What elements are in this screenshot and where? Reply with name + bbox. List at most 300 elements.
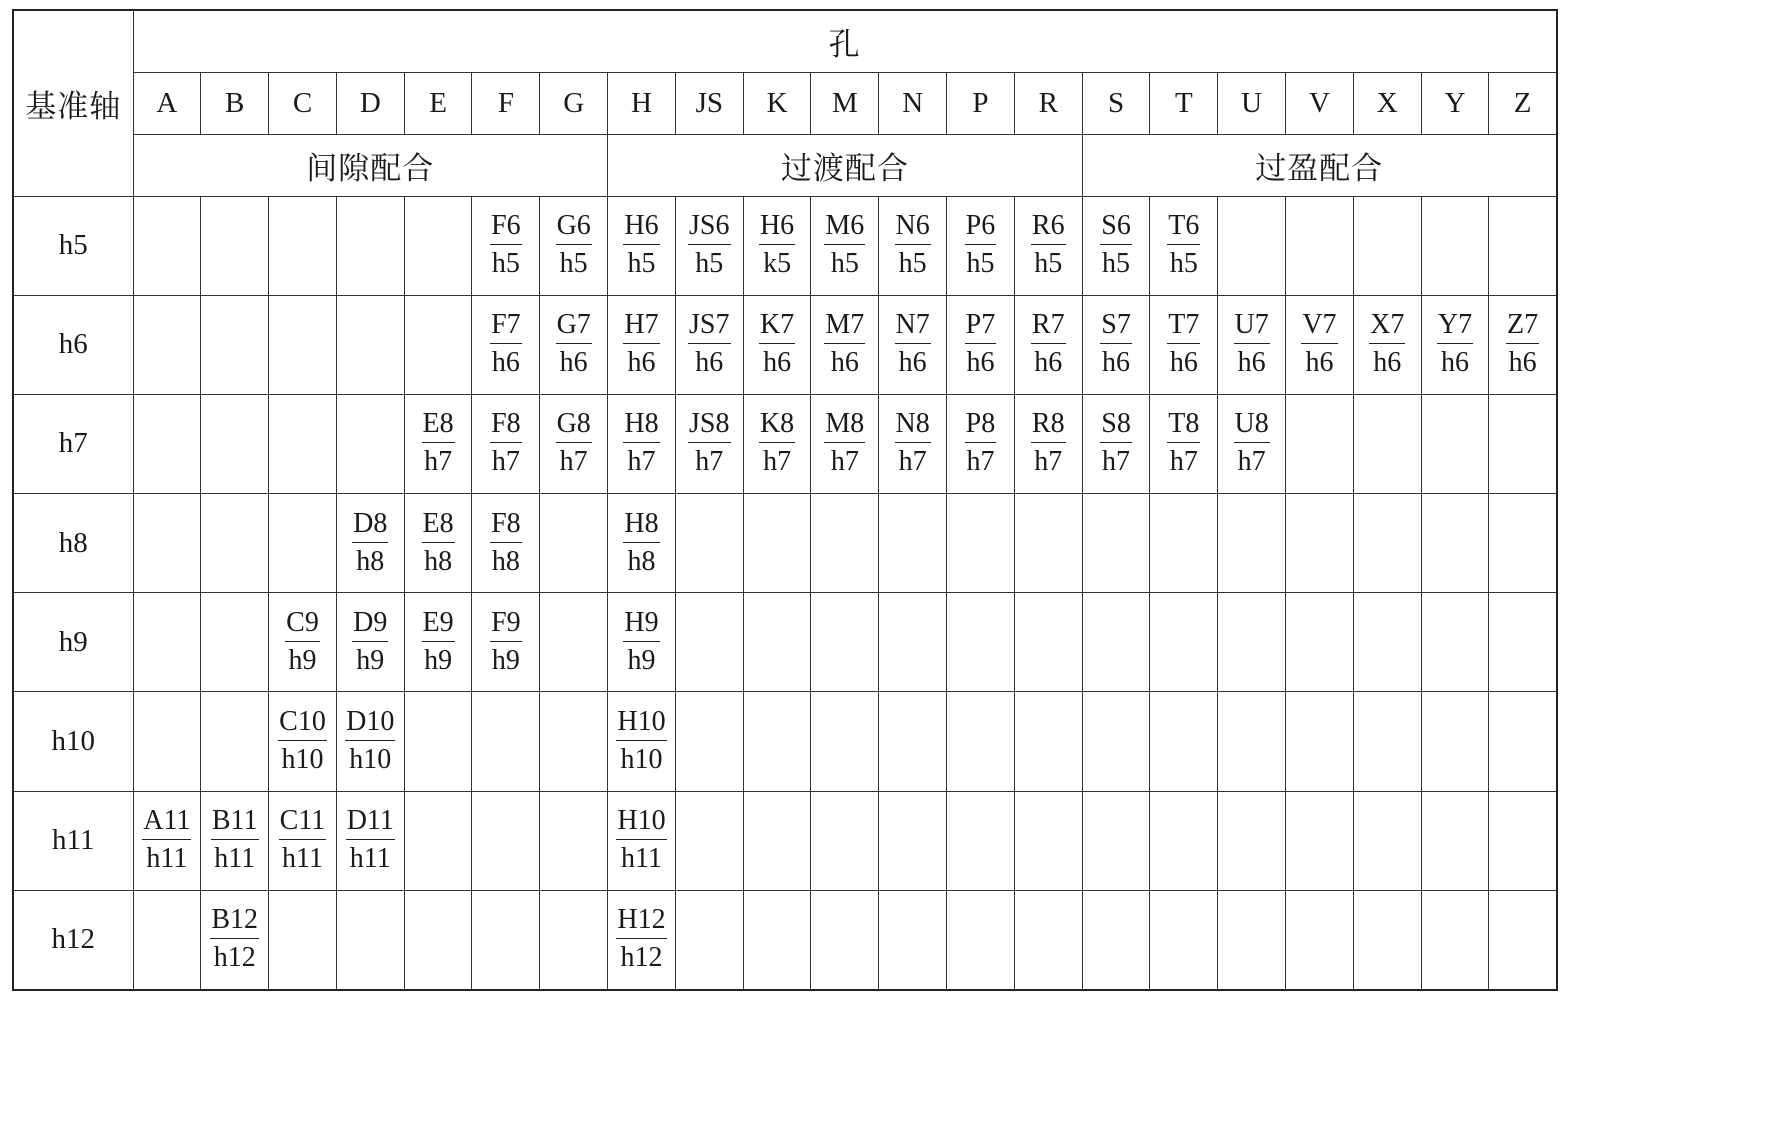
hole-tolerance: Y7 — [1437, 307, 1473, 344]
shaft-tolerance: h10 — [349, 744, 392, 776]
fit-cell — [811, 295, 879, 394]
fit-cell — [675, 394, 743, 493]
shaft-tolerance: h7 — [695, 446, 724, 478]
hole-tolerance: M7 — [824, 307, 865, 344]
fit-fraction — [1167, 307, 1200, 382]
fit-cell — [1150, 593, 1218, 692]
shaft-tolerance: h6 — [830, 347, 859, 379]
fit-cell — [879, 791, 947, 890]
shaft-tolerance: h12 — [213, 942, 256, 974]
fit-fraction — [556, 406, 592, 481]
fit-cell — [1014, 692, 1082, 791]
fit-cell — [269, 692, 337, 791]
shaft-tolerance: h6 — [1169, 347, 1198, 379]
hole-tolerance: D9 — [352, 605, 388, 642]
fit-cell — [336, 196, 404, 295]
fit-cell — [269, 890, 337, 989]
hole-column-header: Y — [1421, 72, 1489, 134]
hole-column-header: T — [1150, 72, 1218, 134]
fit-cell — [1150, 394, 1218, 493]
fit-fraction — [895, 307, 931, 382]
shaft-tolerance: h8 — [424, 545, 453, 577]
fit-cell — [743, 196, 811, 295]
fit-group-header: 过盈配合 — [1082, 134, 1557, 196]
fit-cell — [133, 692, 201, 791]
shaft-tolerance: h9 — [288, 644, 317, 676]
fit-cell — [1082, 394, 1150, 493]
shaft-tolerance-label: h11 — [13, 791, 133, 890]
fit-cell — [404, 791, 472, 890]
fit-cell — [1218, 890, 1286, 989]
table-row — [13, 890, 1557, 989]
fit-cell — [133, 196, 201, 295]
fit-cell — [472, 791, 540, 890]
hole-tolerance: H9 — [623, 605, 659, 642]
fit-cell — [201, 791, 269, 890]
fit-fraction — [352, 506, 388, 581]
fit-fraction — [279, 803, 327, 878]
hole-tolerance: T6 — [1167, 208, 1200, 245]
hole-tolerance: N6 — [895, 208, 931, 245]
fit-cell — [540, 692, 608, 791]
hole-tolerance: P8 — [965, 406, 997, 443]
fit-cell — [608, 692, 676, 791]
fit-fraction — [1167, 406, 1200, 481]
fit-cell — [201, 196, 269, 295]
fit-cell — [743, 394, 811, 493]
fit-cell — [1082, 890, 1150, 989]
hole-tolerance: S7 — [1100, 307, 1132, 344]
shaft-tolerance-label: h12 — [13, 890, 133, 989]
hole-tolerance: JS6 — [688, 208, 730, 245]
hole-tolerance: H6 — [759, 208, 795, 245]
table-row — [13, 394, 1557, 493]
fit-cell — [608, 593, 676, 692]
hole-tolerance: N8 — [895, 406, 931, 443]
fit-fraction — [490, 605, 522, 680]
hole-column-header: D — [336, 72, 404, 134]
fit-cell — [201, 295, 269, 394]
hole-tolerance: T8 — [1167, 406, 1200, 443]
fit-fraction — [623, 605, 659, 680]
fit-fraction — [490, 506, 522, 581]
fit-cell — [201, 494, 269, 593]
hole-column-header: V — [1286, 72, 1354, 134]
fit-cell — [879, 295, 947, 394]
fit-cell — [743, 295, 811, 394]
fit-cell — [1421, 196, 1489, 295]
shaft-tolerance: h6 — [1237, 347, 1266, 379]
fit-fraction — [623, 307, 659, 382]
hole-tolerance: C9 — [285, 605, 320, 642]
shaft-tolerance: h11 — [349, 843, 391, 875]
hole-column-header: E — [404, 72, 472, 134]
fit-cell — [540, 394, 608, 493]
hole-tolerance: P6 — [965, 208, 997, 245]
shaft-tolerance: h11 — [620, 843, 662, 875]
fit-cell — [811, 394, 879, 493]
fit-cell — [675, 295, 743, 394]
fit-cell — [1218, 692, 1286, 791]
hole-tolerance: R7 — [1031, 307, 1066, 344]
fit-cell — [608, 494, 676, 593]
fit-cell — [1014, 494, 1082, 593]
hole-tolerance: T7 — [1167, 307, 1200, 344]
hole-tolerance: H12 — [616, 902, 666, 939]
fit-cell — [201, 692, 269, 791]
fit-cell — [675, 791, 743, 890]
fit-cell — [811, 791, 879, 890]
table-row — [13, 791, 1557, 890]
fit-cell — [675, 890, 743, 989]
fit-cell — [540, 593, 608, 692]
fit-cell — [472, 295, 540, 394]
fit-cell — [269, 295, 337, 394]
hole-tolerance: F9 — [490, 605, 522, 642]
fit-cell — [1082, 295, 1150, 394]
fit-fraction — [210, 902, 259, 977]
fit-fraction — [1031, 406, 1066, 481]
fit-fraction — [345, 704, 395, 779]
fit-cell — [947, 394, 1015, 493]
fit-cell — [1489, 494, 1557, 593]
shaft-tolerance: h7 — [627, 446, 656, 478]
fit-fraction — [895, 406, 931, 481]
fit-group-header: 过渡配合 — [608, 134, 1083, 196]
fit-fraction — [1100, 208, 1132, 283]
shaft-tolerance: h5 — [1034, 248, 1063, 280]
hole-column-header: JS — [675, 72, 743, 134]
fit-cell — [1082, 692, 1150, 791]
fit-fraction — [616, 803, 666, 878]
fit-cell — [1218, 791, 1286, 890]
fit-fraction — [1100, 406, 1132, 481]
hole-tolerance: M8 — [824, 406, 865, 443]
fit-cell — [133, 295, 201, 394]
hole-tolerance: K7 — [759, 307, 795, 344]
fit-fraction — [1234, 307, 1270, 382]
fit-fraction — [1031, 208, 1066, 283]
fit-cell — [608, 394, 676, 493]
fit-cell — [675, 692, 743, 791]
fit-fraction — [1437, 307, 1473, 382]
hole-column-header: S — [1082, 72, 1150, 134]
fit-cell — [1353, 295, 1421, 394]
hole-tolerance: D11 — [346, 803, 395, 840]
shaft-tolerance: h6 — [966, 347, 995, 379]
fit-cell — [1082, 791, 1150, 890]
fit-fraction — [142, 803, 191, 878]
fit-cell — [1421, 890, 1489, 989]
fit-cell — [947, 890, 1015, 989]
fit-cell — [404, 890, 472, 989]
fit-cell — [201, 593, 269, 692]
fit-cell — [472, 494, 540, 593]
shaft-tolerance-label: h5 — [13, 196, 133, 295]
corner-header-base-shaft: 基准轴 — [13, 10, 133, 196]
fit-fraction — [285, 605, 320, 680]
fit-fraction — [759, 307, 795, 382]
fit-fraction — [824, 406, 865, 481]
fit-cell — [1014, 593, 1082, 692]
hole-tolerance: S8 — [1100, 406, 1132, 443]
fit-cell — [269, 394, 337, 493]
hole-tolerance: F7 — [490, 307, 522, 344]
fit-cell — [1353, 791, 1421, 890]
shaft-tolerance: h7 — [559, 446, 588, 478]
fit-fraction — [688, 208, 730, 283]
shaft-tolerance: h5 — [830, 248, 859, 280]
fit-fraction — [422, 406, 455, 481]
hole-column-header: F — [472, 72, 540, 134]
fit-cell — [879, 196, 947, 295]
fit-cell — [1082, 494, 1150, 593]
fit-cell — [336, 295, 404, 394]
hole-tolerance: X7 — [1369, 307, 1405, 344]
hole-tolerance: H8 — [623, 406, 659, 443]
hole-tolerance: B11 — [211, 803, 259, 840]
hole-tolerance: H10 — [616, 704, 666, 741]
hole-column-header: H — [608, 72, 676, 134]
fit-cell — [1218, 394, 1286, 493]
fit-cell — [1489, 394, 1557, 493]
hole-tolerance: M6 — [824, 208, 865, 245]
shaft-tolerance: h5 — [966, 248, 995, 280]
shaft-tolerance: h6 — [1508, 347, 1537, 379]
fit-cell — [133, 394, 201, 493]
fit-cell — [133, 890, 201, 989]
hole-tolerance: A11 — [142, 803, 191, 840]
fit-cell — [336, 890, 404, 989]
fit-fraction — [352, 605, 388, 680]
fit-cell — [1489, 692, 1557, 791]
fit-fraction — [1167, 208, 1200, 283]
fit-cell — [1421, 494, 1489, 593]
hole-tolerance: V7 — [1301, 307, 1337, 344]
fit-cell — [269, 196, 337, 295]
fit-fraction — [895, 208, 931, 283]
fit-cell — [1014, 791, 1082, 890]
hole-tolerance: K8 — [759, 406, 795, 443]
shaft-tolerance-label: h10 — [13, 692, 133, 791]
hole-tolerance: F6 — [490, 208, 522, 245]
fit-cell — [133, 494, 201, 593]
fit-cell — [540, 196, 608, 295]
fit-fraction — [623, 506, 659, 581]
fit-cell — [336, 791, 404, 890]
fit-fraction — [1301, 307, 1337, 382]
hole-tolerance: G8 — [556, 406, 592, 443]
hole-column-header: N — [879, 72, 947, 134]
fit-fraction — [422, 605, 455, 680]
hole-column-header: X — [1353, 72, 1421, 134]
fit-cell — [1353, 394, 1421, 493]
fit-cell — [1014, 394, 1082, 493]
fit-fraction — [623, 208, 659, 283]
hole-tolerance: D10 — [345, 704, 395, 741]
fit-cell — [879, 692, 947, 791]
shaft-tolerance: h7 — [1237, 446, 1266, 478]
hole-column-header: A — [133, 72, 201, 134]
hole-tolerance: S6 — [1100, 208, 1132, 245]
fit-cell — [743, 890, 811, 989]
fit-cell — [1082, 593, 1150, 692]
hole-tolerance: D8 — [352, 506, 388, 543]
fit-cell — [1286, 593, 1354, 692]
shaft-tolerance: h6 — [898, 347, 927, 379]
fit-cell — [336, 692, 404, 791]
shaft-tolerance: h6 — [491, 347, 520, 379]
fit-cell — [675, 593, 743, 692]
shaft-tolerance: h9 — [356, 644, 385, 676]
fit-cell — [404, 295, 472, 394]
fit-cell — [1218, 196, 1286, 295]
shaft-tolerance: h6 — [1034, 347, 1063, 379]
hole-column-header: K — [743, 72, 811, 134]
fit-cell — [1353, 593, 1421, 692]
fit-cell — [1150, 791, 1218, 890]
shaft-tolerance: h9 — [424, 644, 453, 676]
shaft-tolerance: h10 — [620, 744, 663, 776]
shaft-tolerance: h11 — [282, 843, 323, 875]
hole-tolerance: H6 — [623, 208, 659, 245]
fit-cell — [201, 394, 269, 493]
hole-tolerance: E9 — [422, 605, 455, 642]
fit-fraction — [965, 208, 997, 283]
fit-fraction — [211, 803, 259, 878]
fit-fraction — [824, 307, 865, 382]
shaft-tolerance: h7 — [1169, 446, 1198, 478]
shaft-tolerance: h8 — [491, 545, 520, 577]
shaft-tolerance: h5 — [1102, 248, 1131, 280]
hole-tolerance: F8 — [490, 506, 522, 543]
fit-fraction — [1031, 307, 1066, 382]
fit-fraction — [490, 307, 522, 382]
shaft-tolerance-label: h8 — [13, 494, 133, 593]
fit-cell — [133, 593, 201, 692]
fit-cell — [472, 196, 540, 295]
hole-tolerance: N7 — [895, 307, 931, 344]
fit-cell — [1014, 196, 1082, 295]
shaft-tolerance: h7 — [424, 446, 453, 478]
fit-cell — [201, 890, 269, 989]
table-row — [13, 593, 1557, 692]
shaft-tolerance: h7 — [1102, 446, 1131, 478]
fit-cell — [879, 593, 947, 692]
fit-fraction — [759, 406, 795, 481]
shaft-tolerance: h6 — [695, 347, 724, 379]
fit-cell — [540, 494, 608, 593]
fit-fraction — [616, 704, 666, 779]
fit-cell — [1082, 196, 1150, 295]
shaft-tolerance: h11 — [146, 843, 188, 875]
hole-tolerance: C10 — [278, 704, 327, 741]
fit-cell — [1353, 494, 1421, 593]
hole-tolerance: JS8 — [688, 406, 730, 443]
hole-tolerance: B12 — [210, 902, 259, 939]
fit-cell — [608, 196, 676, 295]
hole-column-header: P — [947, 72, 1015, 134]
shaft-tolerance: h7 — [491, 446, 520, 478]
fit-cell — [404, 494, 472, 593]
shaft-tolerance: h6 — [1373, 347, 1402, 379]
fit-cell — [336, 394, 404, 493]
hole-tolerance: U7 — [1234, 307, 1270, 344]
fit-cell — [404, 196, 472, 295]
hole-column-header: G — [540, 72, 608, 134]
hole-tolerance: H8 — [623, 506, 659, 543]
fit-cell — [1421, 394, 1489, 493]
fit-cell — [1286, 494, 1354, 593]
shaft-tolerance-label: h6 — [13, 295, 133, 394]
fit-cell — [404, 394, 472, 493]
fit-cell — [811, 494, 879, 593]
fit-cell — [1489, 890, 1557, 989]
fit-cell — [1421, 692, 1489, 791]
fit-cell — [1218, 593, 1286, 692]
fit-cell — [811, 593, 879, 692]
hole-tolerance: H7 — [623, 307, 659, 344]
fit-cell — [1353, 196, 1421, 295]
hole-column-header: C — [269, 72, 337, 134]
fit-cell — [1150, 494, 1218, 593]
fit-fraction — [759, 208, 795, 283]
fit-cell — [269, 791, 337, 890]
hole-tolerance: F8 — [490, 406, 522, 443]
fit-cell — [1150, 692, 1218, 791]
fit-fraction — [490, 208, 522, 283]
fit-cell — [133, 791, 201, 890]
shaft-tolerance: h6 — [627, 347, 656, 379]
shaft-tolerance: h8 — [627, 545, 656, 577]
fit-fraction — [490, 406, 522, 481]
fit-fraction — [346, 803, 395, 878]
fit-fraction — [688, 406, 730, 481]
fit-cell — [472, 890, 540, 989]
fit-cell — [675, 196, 743, 295]
fit-cell — [879, 494, 947, 593]
fit-cell — [1150, 890, 1218, 989]
hole-tolerance: R8 — [1031, 406, 1066, 443]
shaft-tolerance: h6 — [1441, 347, 1470, 379]
fit-cell — [947, 295, 1015, 394]
fit-fraction — [623, 406, 659, 481]
hole-tolerance: JS7 — [688, 307, 730, 344]
shaft-tolerance: h5 — [559, 248, 588, 280]
fit-fraction — [1100, 307, 1132, 382]
fit-fraction — [422, 506, 455, 581]
fit-cell — [1286, 692, 1354, 791]
fit-cell — [947, 791, 1015, 890]
fit-cell — [540, 890, 608, 989]
shaft-tolerance: h9 — [491, 644, 520, 676]
fit-cell — [743, 494, 811, 593]
fit-cell — [675, 494, 743, 593]
fit-cell — [811, 196, 879, 295]
fit-cell — [1150, 196, 1218, 295]
fit-fraction — [965, 406, 997, 481]
hole-tolerance: E8 — [422, 406, 455, 443]
shaft-tolerance: h11 — [214, 843, 256, 875]
hole-column-header: U — [1218, 72, 1286, 134]
fit-cell — [1353, 890, 1421, 989]
fit-cell — [1218, 295, 1286, 394]
shaft-tolerance-label: h7 — [13, 394, 133, 493]
shaft-tolerance: h5 — [1169, 248, 1198, 280]
fit-cell — [472, 692, 540, 791]
shaft-tolerance: h5 — [695, 248, 724, 280]
fit-fraction — [556, 307, 592, 382]
